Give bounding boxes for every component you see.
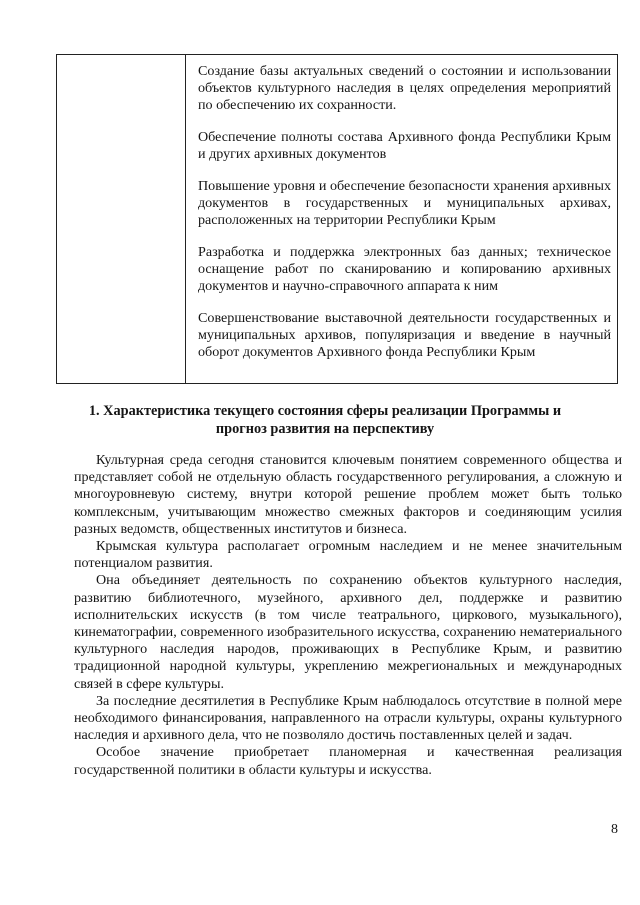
section-title: 1. Характеристика текущего состояния сферы реализации Программы и прогноз развития на перспективу [88,403,562,437]
goal-item: Повышение уровня и обеспечение безопасности хранения архивных документов в государственных и муниципальных архивах, расположенных на территории Республики Крым [198,178,611,228]
goals-table [56,54,618,384]
paragraph: Особое значение приобретает планомерная и качественная реализация государственной политики в области культуры и искусства. [74,744,622,778]
goal-item: Разработка и поддержка электронных баз данных; техническое оснащение работ по сканированию и копированию архивных документов и научно-справочного аппарата к ним [198,244,611,294]
page-number: 8 [611,822,618,837]
paragraph: Крымская культура располагает огромным наследием и не менее значительным потенциалом развития. [74,538,622,572]
goal-item: Создание базы актуальных сведений о состоянии и использовании объектов культурного наследия в целях определения мероприятий по обеспечению их сохранности. [198,63,611,113]
paragraph: Она объединяет деятельность по сохранению объектов культурного наследия, развитию библиотечного, музейного, архивного дел, поддержке и развитию исполнительских искусств (в том числе театрального, циркового, музыкального), кинематографии, современного изобразительного искусства, сохранению нематериального культурного наследия народов, проживающих в Республике Крым, и развитию традиционной народной культуры, укреплению межрегиональных и международных связей в сфере культуры. [74,572,622,692]
paragraph: Культурная среда сегодня становится ключевым понятием современного общества и представляет собой не отдельную область государственного регулирования, а сложную и многоуровневую систему, внутри которой решение проблем может быть только комплексным, учитывающим множество смежных факторов и соединяющим усилия разных ведомств, общественных институтов и бизнеса. [74,452,622,537]
body-text [74,452,622,779]
goal-item: Совершенствование выставочной деятельности государственных и муниципальных архивов, популяризация и введение в научный оборот документов Архивного фонда Республики Крым [198,310,611,360]
goal-item: Обеспечение полноты состава Архивного фонда Республики Крым и других архивных документов [198,129,611,162]
table-cell-goals [186,55,618,384]
table-cell-empty [57,55,186,384]
paragraph: За последние десятилетия в Республике Крым наблюдалось отсутствие в полной мере необходимого финансирования, направленного на отрасли культуры, охраны культурного наследия и архивного дела, что не позволяло достичь поставленных целей и задач. [74,692,622,744]
table-row [57,55,618,384]
